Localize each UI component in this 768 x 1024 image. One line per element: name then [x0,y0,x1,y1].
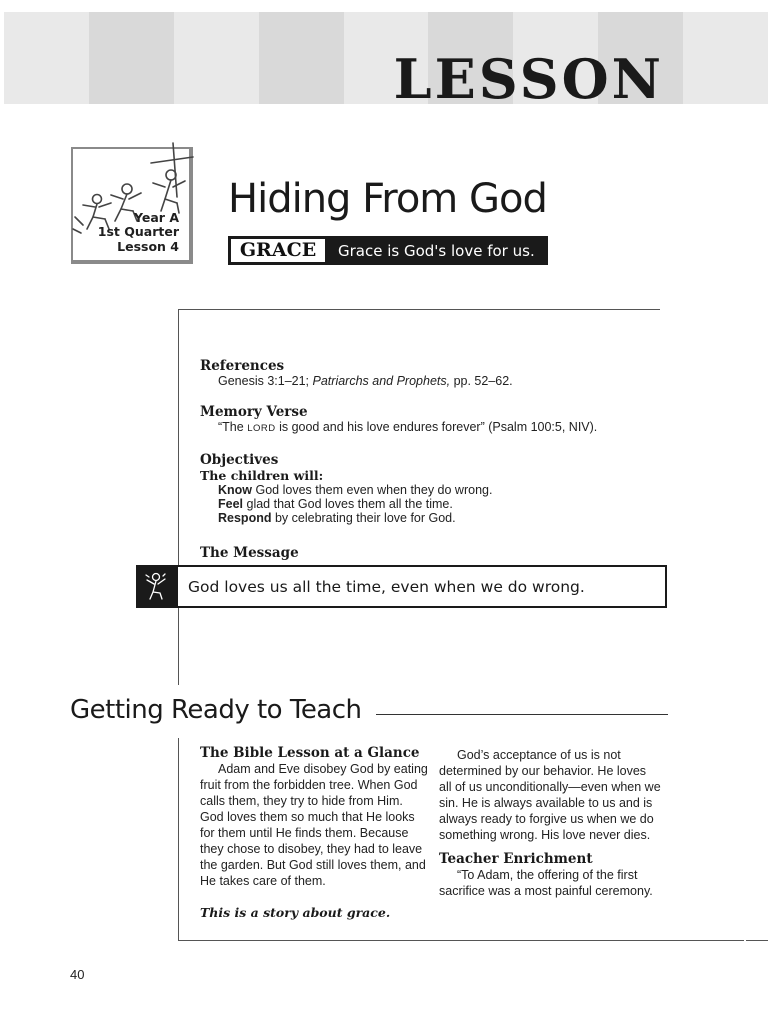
teacher-enrichment-text: “To Adam, the offering of the first sacrifice was a most painful ceremony. [439,868,653,898]
message-text: God loves us all the time, even when we do wrong. [188,578,585,596]
banner-stripe [4,12,89,104]
objectives-subheading: The children will: [200,468,324,483]
memory-verse-lord: LORD [247,423,276,434]
child-figure-icon [136,565,176,608]
lesson-number-label: Lesson 4 [117,238,179,254]
lesson-info-box [71,147,193,264]
memory-verse-heading: Memory Verse [200,404,308,420]
references-text [200,374,670,388]
year-label: Year A [133,209,179,225]
banner-stripe [259,12,344,104]
references-book: Patriarchs and Prophets, [312,374,451,388]
theme-text: Grace is God's love for us. [338,242,535,260]
teacher-enrichment-heading: Teacher Enrichment [439,851,593,867]
frame-divider [178,940,744,941]
memory-verse-part: “The [218,420,248,434]
theme-bar [228,236,548,265]
frame-divider [178,738,179,941]
quarter-label: 1st Quarter [97,224,179,239]
bible-lesson-tagline: This is a story about grace. [200,905,391,920]
banner-stripe [174,12,259,104]
objective-item [200,497,670,511]
references-section [200,358,670,388]
memory-verse-part: is good and his love endures forever” (Psalm 100:5, NIV). [275,420,598,434]
frame-divider [746,940,768,941]
objective-key: Know [218,483,253,497]
section-title: Getting Ready to Teach [70,695,362,725]
objective-text: God loves them even when they do wrong. [252,483,493,497]
bible-lesson-paragraph: Adam and Eve disobey God by eating fruit from the forbidden tree. When God calls them, they try to hide from Him. God loves them so much that He looks for them until He finds them. Because they chose to disobey, they had to leave the garden. But God still loves them, and He takes care of them. [200,762,428,888]
objective-text: by celebrating their love for God. [271,511,456,525]
objectives-section [200,452,670,525]
lesson-title: Hiding From God [228,176,547,222]
memory-verse-section [200,404,670,434]
memory-verse-text [200,420,670,434]
references-plain: Genesis 3:1–21; [218,374,313,388]
objective-key: Respond [218,511,272,525]
message-section [200,545,670,561]
acceptance-paragraph: God’s acceptance of us is not determined by our behavior. He loves all of us unconditionally—even when we sin. He is always available to us and is always ready to forgive us when we do something wrong. His love never dies. [439,748,661,842]
objective-key: Feel [218,497,244,511]
objective-text: glad that God loves them all the time. [243,497,453,511]
lesson-schedule [98,211,179,255]
bible-lesson-heading: The Bible Lesson at a Glance [200,745,420,761]
lesson-heading: LESSON [393,47,664,111]
frame-divider [178,309,660,310]
theme-label: GRACE [231,239,325,262]
section-rule [376,714,668,715]
references-heading: References [200,358,285,374]
right-column [439,747,661,899]
objectives-heading: Objectives [200,452,279,468]
objective-item [200,483,670,497]
bible-lesson-column [200,745,428,921]
message-heading: The Message [200,545,299,561]
message-box [176,565,667,608]
objective-item [200,511,670,525]
banner-stripe [683,12,768,104]
page-number: 40 [70,967,85,982]
references-pages: pp. 52–62. [450,374,513,388]
banner-stripe [89,12,174,104]
frame-divider [178,309,179,685]
